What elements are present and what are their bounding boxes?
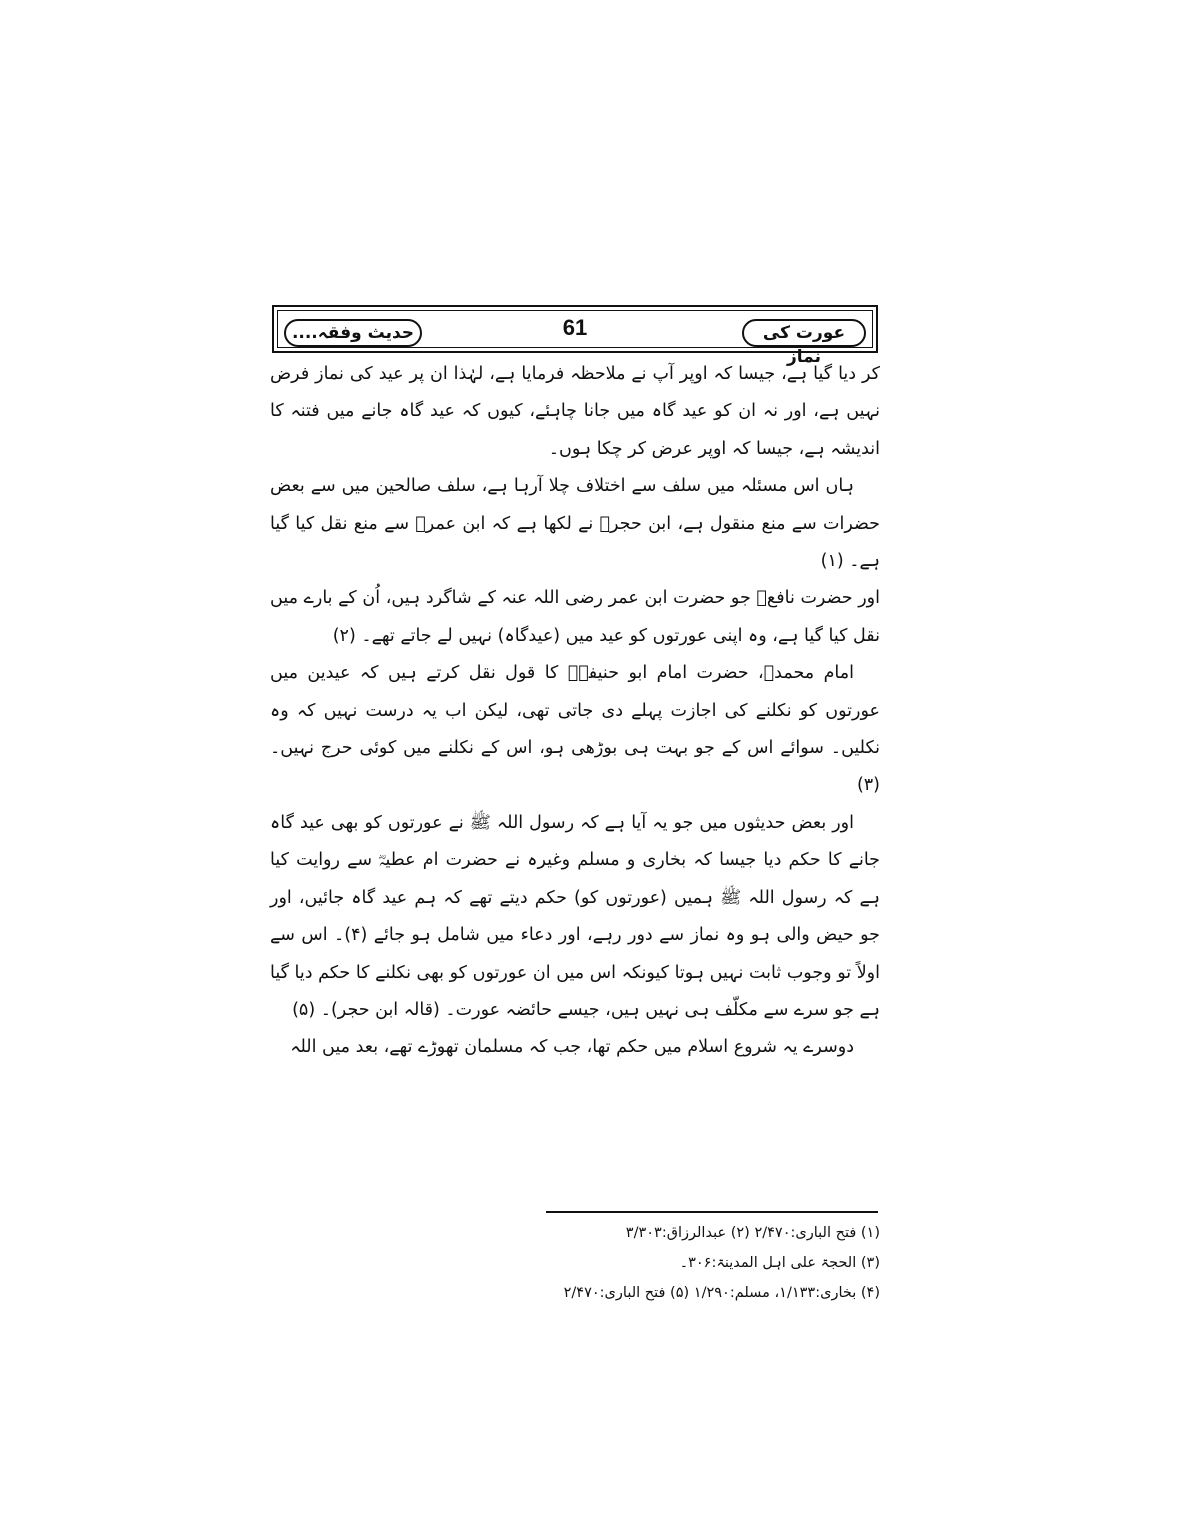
footnote-line: (۴) بخاری:۱/۱۳۳، مسلم:۱/۲۹۰ (۵) فتح الباری:۲/۴۷۰ [563, 1285, 880, 1301]
footnote-line: (۳) الحجۃ علی اہل المدینۃ:۳۰۶۔ [679, 1255, 880, 1271]
footnote-divider [546, 1211, 878, 1213]
paragraph-1: کر دیا گیا ہے، جیسا کہ اوپر آپ نے ملاحظہ فرمایا ہے، لہٰذا ان پر عید کی نماز فرض نہیں ہے، اور نہ ان کو عید گاہ میں جانا چاہئے، کیوں کہ عید گاہ جانے میں فتنہ کا اندیشہ ہے، جیسا کہ اوپر عرض کر چکا ہوں۔ [270, 364, 880, 459]
paragraph-6: دوسرے یہ شروع اسلام میں حکم تھا، جب کہ مسلمان تھوڑے تھے، بعد میں اللہ [290, 1037, 854, 1058]
footnotes [460, 1218, 880, 1308]
footnote-line: (۱) فتح الباری:۲/۴۷۰ (۲) عبدالرزاق:۳/۳۰۳ [625, 1225, 880, 1241]
paragraph-4: امام محمدؒ، حضرت امام ابو حنیفہؒ کا قول نقل کرتے ہیں کہ عیدین میں عورتوں کو نکلنے کی اجازت پہلے دی جاتی تھی، لیکن اب یہ درست نہیں کہ وہ نکلیں۔ سوائے اس کے جو بہت ہی بوڑھی ہو، اس کے نکلنے میں کوئی حرج نہیں۔ (۳) [270, 663, 880, 796]
paragraph-2: ہاں اس مسئلہ میں سلف سے اختلاف چلا آرہا ہے، سلف صالحین میں سے بعض حضرات سے منع منقول ہے، ابن حجرؒ نے لکھا ہے کہ ابن عمرؓ سے منع نقل کیا گیا ہے۔ (۱) [270, 476, 880, 572]
page-number: 61 [562, 315, 588, 340]
body-text [270, 356, 880, 1067]
book-title: عورت کی نماز [742, 319, 866, 347]
paragraph-5: اور بعض حدیثوں میں جو یہ آیا ہے کہ رسول اللہ ﷺ نے عورتوں کو بھی عید گاہ جانے کا حکم دیا جیسا کہ بخاری و مسلم وغیرہ نے حضرت ام عطیہؓ سے روایت کیا ہے کہ رسول اللہ ﷺ ہمیں (عورتوں کو) حکم دیتے تھے کہ ہم عید گاہ جائیں، اور جو حیض والی ہو وہ نماز سے دور رہے، اور دعاء میں شامل ہو جائے (۴)۔ اس سے اولاً تو وجوب ثابت نہیں ہوتا کیونکہ اس میں ان عورتوں کو بھی نکلنے کا حکم دیا گیا ہے جو سرے سے مکلّف ہی نہیں ہیں، جیسے حائضہ عورت۔ (قالہ ابن حجر)۔ (۵) [270, 812, 880, 1020]
paragraph-3: اور حضرت نافعؒ جو حضرت ابن عمر رضی اللہ عنہ کے شاگرد ہیں، اُن کے بارے میں نقل کیا گیا ہے، وہ اپنی عورتوں کو عید میں (عیدگاہ) نہیں لے جاتے تھے۔ (۲) [270, 588, 880, 646]
chapter-title: حدیث وفقہ.... [284, 319, 422, 347]
page-header [272, 305, 878, 367]
